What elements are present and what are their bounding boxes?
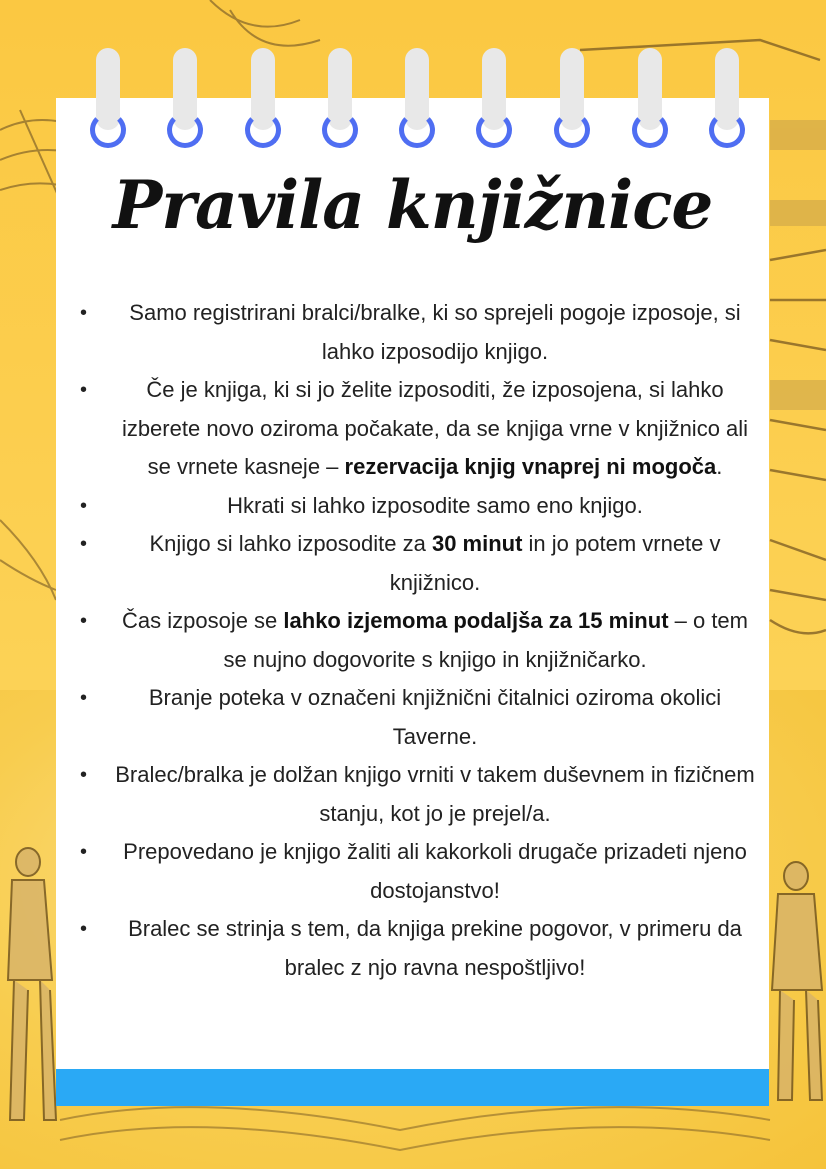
binder-hole — [476, 112, 512, 148]
binder-hole — [322, 112, 358, 148]
bullet-icon: • — [80, 533, 88, 555]
binder-ring — [474, 48, 514, 148]
rule-text: Prepovedano je knjigo žaliti ali kakorkoli drugače prizadeti njeno dostojanstvo! — [123, 839, 747, 903]
binder-ring — [397, 48, 437, 148]
notepad-footer-bar — [56, 1069, 769, 1106]
rule-item — [80, 756, 760, 833]
rule-text: in jo potem vrnete v knjižnico. — [389, 531, 721, 595]
bullet-icon: • — [80, 764, 88, 786]
binder-hole — [90, 112, 126, 148]
rule-text: Samo registrirani bralci/bralke, ki so sprejeli pogoje izposoje, si lahko izposodijo knjigo. — [129, 300, 741, 364]
bullet-icon: • — [80, 610, 88, 632]
rule-text: Hkrati si lahko izposodite samo eno knjigo. — [227, 492, 643, 518]
rule-item — [80, 294, 760, 371]
binder-ring — [707, 48, 747, 148]
rule-text: Čas izposoje se — [121, 608, 284, 633]
rule-item — [80, 525, 760, 602]
rule-item — [80, 910, 760, 987]
bullet-icon: • — [80, 687, 88, 709]
binder-ring — [165, 48, 205, 148]
binder-hole — [632, 112, 668, 148]
binder-ring — [630, 48, 670, 148]
binder-ring — [243, 48, 283, 148]
binder-hole — [709, 112, 745, 148]
rule-item — [80, 833, 760, 910]
page-title: Pravila knjižnice — [112, 166, 713, 244]
rule-item — [80, 371, 760, 487]
rule-text: Bralec se strinja s tem, da knjiga prekine pogovor, v primeru da bralec z njo ravna nespoštljivo! — [128, 916, 742, 980]
binder-hole — [245, 112, 281, 148]
rule-text-bold: rezervacija knjig vnaprej ni mogoča — [344, 454, 717, 479]
rule-text: Bralec/bralka je dolžan knjigo vrniti v takem duševnem in fizičnem stanju, kot jo je prejel/a. — [115, 762, 755, 826]
rule-text: Branje poteka v označeni knjižnični čitalnici oziroma okolici Taverne. — [148, 685, 722, 749]
binder-ring — [320, 48, 360, 148]
rule-text: . — [716, 454, 723, 479]
binder-hole — [554, 112, 590, 148]
rule-text: Knjigo si lahko izposodite za — [149, 531, 432, 556]
binder-hole — [399, 112, 435, 148]
rule-text-bold: lahko izjemoma podaljša za 15 minut — [283, 608, 669, 633]
binder-ring — [88, 48, 128, 148]
rule-item — [80, 679, 760, 756]
bullet-icon: • — [80, 494, 88, 517]
binder-hole — [167, 112, 203, 148]
bullet-icon: • — [80, 302, 88, 324]
bullet-icon: • — [80, 379, 88, 401]
bullet-icon: • — [80, 841, 88, 863]
rule-item — [80, 602, 760, 679]
binder-ring — [552, 48, 592, 148]
rule-text: Če je knjiga, ki si jo želite izposoditi, že izposojena, si lahko izberete novo oziroma počakate, da se knjiga vrne v knjižnico ali se vrnete kasneje – — [121, 377, 749, 479]
rule-text: – o tem se nujno dogovorite s knjigo in knjižničarko. — [223, 608, 748, 672]
rule-text-bold: 30 minut — [431, 531, 523, 556]
rules-list — [80, 294, 760, 987]
rule-item — [80, 487, 760, 526]
bullet-icon: • — [80, 918, 88, 940]
